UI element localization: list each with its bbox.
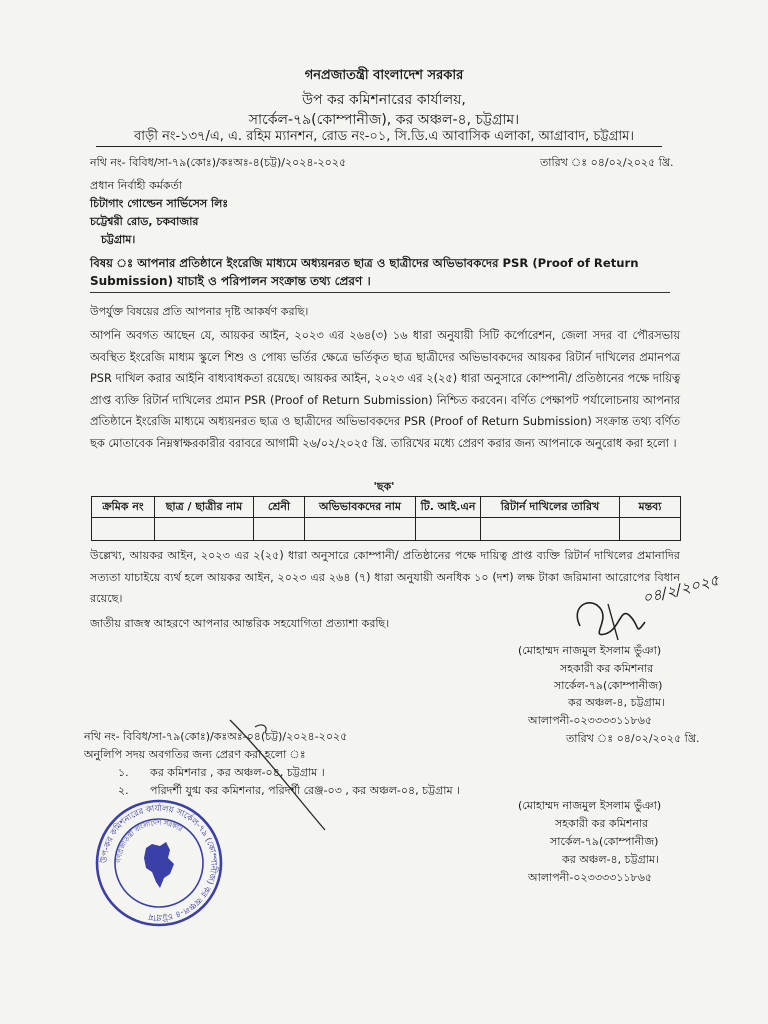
recipient-company: চিটাগাং গোল্ডেন সার্ভিসেস লিঃ — [90, 197, 229, 210]
header-divider — [96, 146, 662, 147]
recipient-road: চট্টেশ্বরী রোড, চকবাজার — [90, 215, 199, 228]
copy-item-number: ১. — [118, 766, 129, 779]
col-remarks: মন্তব্য — [620, 497, 681, 518]
psr-info-table — [91, 496, 681, 541]
col-guardian-name: অভিভাবকদের নাম — [305, 497, 416, 518]
svg-text:উপ-কর কমিশনারের কার্যালয় সার্: উপ-কর কমিশনারের কার্যালয় সার্কেল-৭৯ (কোম্পানীজ) কর অঞ্চল-৪ চট্টগ্রাম — [98, 802, 220, 924]
sig2-name: (মোহাম্মদ নাজমুল ইসলাম ভুঁঞা) — [518, 799, 662, 812]
office-seal-stamp — [94, 798, 224, 928]
sig1-name: (মোহাম্মদ নাজমুল ইসলাম ভুঁঞা) — [518, 644, 662, 657]
header-government: গনপ্রজাতন্ত্রী বাংলাদেশ সরকার — [304, 68, 464, 83]
copy-item: পরিদর্শী যুগ্ম কর কমিশনার, পরিদর্শী রেঞ্জ-০৩ , কর অঞ্চল-০৪, চট্টগ্রাম । — [150, 784, 461, 797]
closing-text: জাতীয় রাজস্ব আহরণে আপনার আন্তরিক সহযোগিতা প্রত্যাশা করছি। — [90, 617, 390, 630]
col-return-date: রিটার্ন দাখিলের তারিখ — [481, 497, 620, 518]
subject-line-1: বিষয় ঃ আপনার প্রতিষ্ঠানে ইংরেজি মাধ্যমে অধ্যয়নরত ছাত্র ও ছাত্রীদের অভিভাবকদের PSR (Proof of Return — [90, 256, 639, 270]
header-office: উপ কর কমিশনারের কার্যালয়, — [302, 92, 466, 108]
sig2-title: সহকারী কর কমিশনার — [555, 817, 649, 830]
header-address: বাড়ী নং-১৩৭/এ, এ. রহিম ম্যানশন, রোড নং-০১, সি.ডি.এ আবাসিক এলাকা, আগ্রাবাদ, চট্টগ্রাম। — [133, 129, 634, 144]
sig1-circle: সার্কেল-৭৯(কোম্পানীজ) — [554, 679, 663, 692]
col-class: শ্রেনী — [254, 497, 305, 518]
recipient-title: প্রধান নির্বাহী কর্মকর্তা — [90, 179, 183, 192]
copy-reference-number: নথি নং- বিবিধ/সা-৭৯(কোঃ)/কঃঅঃ-০৪(চট্ট)/২০২৪-২০২৫ — [84, 730, 348, 743]
sig1-title: সহকারী কর কমিশনার — [560, 662, 654, 675]
reference-date: তারিখ ঃ ০৪/০২/২০২৫ খ্রি. — [540, 156, 674, 169]
subject-underline — [90, 292, 670, 293]
svg-text:গণপ্রজাতন্ত্রী বাংলাদেশ সরকার: গণপ্রজাতন্ত্রী বাংলাদেশ সরকার — [114, 818, 184, 864]
main-paragraph: আপনি অবগত আছেন যে, আয়কর আইন, ২০২৩ এর ২৬৪(৩) ১৬ ধারা অনুযায়ী সিটি কর্পোরেশন, জেলা সদর বা পৌরসভায় অবস্থিত ইংরেজি মাধ্যম স্কুলে শিশু ও পোষ্য ভর্তির ক্ষেত্রে ভর্তিকৃত ছাত্র ছাত্রীদের অভিভাবকদের আয়কর রিটার্ন দাখিলের প্রমানপত্র PSR দাখিল করার আইনি বাধ্যবাধকতা রয়েছে। আয়কর আইন, ২০২৩ এর ২(২৫) ধারা অনুসারে কোম্পানী/ প্রতিষ্ঠানের পক্ষে দায়িত্ব প্রাপ্ত ব্যক্তি রিটার্ন দাখিলের প্রমান PSR (Proof of Return Submission) নিশ্চিত করবেন। বর্ণিত পেক্ষাপট পর্যালোচনায় আপনার প্রতিষ্ঠানে ইংরেজি মাধ্যমে অধ্যয়নরত ছাত্র ও ছাত্রীদের অভিভাবকদের PSR (Proof of Return Submission) সংক্রান্ত তথ্য বর্ণিত ছক মোতাবেক নিম্নস্বাক্ষরকারীর বরাবরে আগামী ২৬/০২/২০২৫ খ্রি. তারিখের মধ্যে প্রেরণ করার জন্য আপনাকে অনুরোধ করা হলো । — [90, 329, 680, 450]
pen-stroke-mark — [225, 715, 345, 835]
handwritten-date: ০৪/২/২০২৫ — [640, 570, 721, 608]
header-circle: সার্কেল-৭৯(কোম্পানীজ), কর অঞ্চল-৪, চট্টগ্রাম। — [248, 112, 520, 128]
copy-item-number: ২. — [118, 784, 129, 797]
intro-text: উপর্যুক্ত বিষয়ের প্রতি আপনার দৃষ্টি আকর্ষণ করছি। — [90, 305, 309, 318]
sig2-phone: আলাপনী-০২৩৩৩৩১১৮৬৫ — [528, 871, 652, 884]
copy-item: কর কমিশনার , কর অঞ্চল-০৪, চট্টগ্রাম । — [150, 766, 325, 779]
copy-date: তারিখ ঃ ০৪/০২/২০২৫ খ্রি. — [566, 732, 700, 745]
recipient-city: চট্টগ্রাম। — [101, 233, 136, 246]
col-student-name: ছাত্র / ছাত্রীর নাম — [155, 497, 254, 518]
copy-intro: অনুলিপি সদয় অবগতির জন্য প্রেরণ করা হলো ঃ — [84, 748, 306, 761]
col-tin: টি. আই.এন — [416, 497, 481, 518]
sig1-phone: আলাপনী-০২৩৩৩৩১১৮৬৫ — [528, 714, 652, 727]
table-row — [92, 518, 681, 541]
penalty-note: উল্লেখ্য, আয়কর আইন, ২০২৩ এর ২(২৫) ধারা অনুসারে কোম্পানী/ প্রতিষ্ঠানের পক্ষে দায়িত্ব প্রাপ্ত ব্যক্তি রিটার্ন দাখিলের প্রমানাদির সত্যতা যাচাইয়ে ব্যর্থ হলে আয়কর আইন, ২০২৩ এর ২৬৪ (৭) ধারা অনুযায়ী অনধিক ১০ (দশ) লক্ষ টাকা জরিমানা আরোপের বিধান রয়েছে। — [90, 549, 680, 605]
subject-line-2: Submission) যাচাই ও পরিপালন সংক্রান্ত তথ্য প্রেরণ । — [90, 274, 371, 288]
reference-number: নথি নং- বিবিধ/সা-৭৯(কোঃ)/কঃঅঃ-৪(চট্ট)/২০২৪-২০২৫ — [90, 156, 347, 169]
sig2-circle: সার্কেল-৭৯(কোম্পানীজ) — [550, 835, 659, 848]
sig2-zone: কর অঞ্চল-৪, চট্টগ্রাম। — [562, 853, 660, 866]
table-title: 'ছক' — [373, 480, 395, 493]
sig1-zone: কর অঞ্চল-৪, চট্টগ্রাম। — [568, 696, 666, 709]
col-serial: ক্রমিক নং — [92, 497, 155, 518]
table-header-row — [92, 497, 681, 518]
